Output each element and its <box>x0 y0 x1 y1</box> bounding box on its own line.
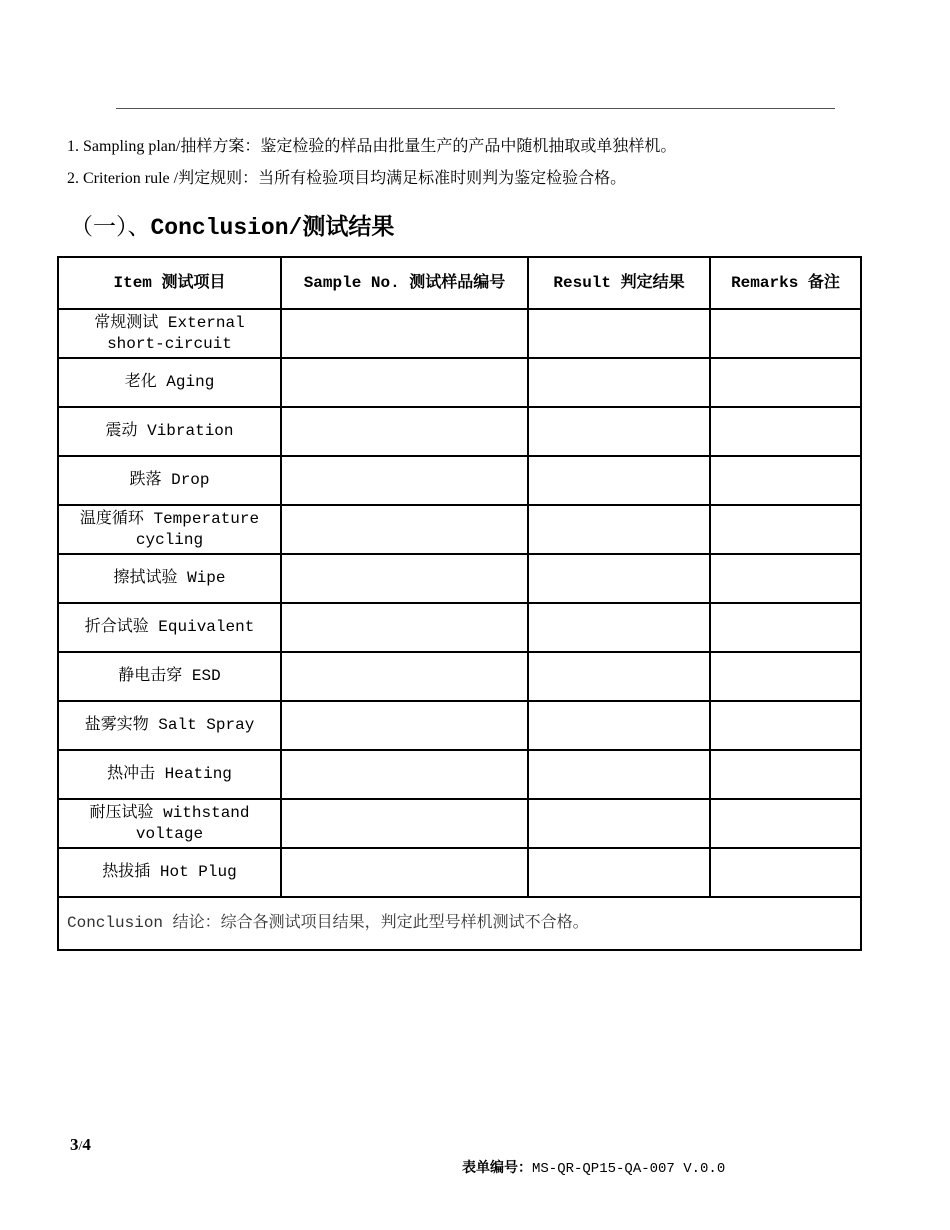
cell-item: 温度循环 Temperature cycling <box>58 505 281 554</box>
table-header-row <box>58 257 861 309</box>
cell-item: 热冲击 Heating <box>58 750 281 799</box>
cell-sample-no <box>281 309 528 358</box>
section-prefix: （一）、 <box>70 214 151 239</box>
header-item: Item 测试项目 <box>58 257 281 309</box>
cell-sample-no <box>281 505 528 554</box>
page-current: 3 <box>70 1135 79 1154</box>
cell-remarks <box>710 358 861 407</box>
cell-sample-no <box>281 652 528 701</box>
table-row <box>58 799 861 848</box>
cell-item: 擦拭试验 Wipe <box>58 554 281 603</box>
cell-sample-no <box>281 848 528 897</box>
cell-item: 盐雾实物 Salt Spray <box>58 701 281 750</box>
table-row <box>58 750 861 799</box>
cell-remarks <box>710 554 861 603</box>
cell-sample-no <box>281 407 528 456</box>
cell-item: 热拔插 Hot Plug <box>58 848 281 897</box>
cell-remarks <box>710 603 861 652</box>
header-rule <box>116 108 835 109</box>
cell-remarks <box>710 456 861 505</box>
cell-result <box>528 505 710 554</box>
cell-item: 震动 Vibration <box>58 407 281 456</box>
conclusion-row <box>58 897 861 950</box>
sampling-plan-text: 1. Sampling plan/抽样方案：鉴定检验的样品由批量生产的产品中随机抽取或单独样机。 <box>67 138 677 155</box>
cell-result <box>528 309 710 358</box>
table-row <box>58 848 861 897</box>
cell-result <box>528 358 710 407</box>
page-number <box>70 1135 91 1155</box>
cell-sample-no <box>281 456 528 505</box>
form-number-code: MS-QR-QP15-QA-007 V.0.0 <box>532 1161 726 1177</box>
table-row <box>58 554 861 603</box>
table-row <box>58 701 861 750</box>
cell-remarks <box>710 701 861 750</box>
cell-remarks <box>710 848 861 897</box>
cell-item: 静电击穿 ESD <box>58 652 281 701</box>
cell-remarks <box>710 750 861 799</box>
table-row <box>58 358 861 407</box>
cell-remarks <box>710 652 861 701</box>
cell-result <box>528 456 710 505</box>
cell-result <box>528 554 710 603</box>
header-remarks: Remarks 备注 <box>710 257 861 309</box>
cell-remarks <box>710 799 861 848</box>
cell-result <box>528 750 710 799</box>
cell-result <box>528 407 710 456</box>
table-row <box>58 407 861 456</box>
cell-item: 常规测试 External short-circuit <box>58 309 281 358</box>
conclusion-cell: Conclusion 结论：综合各测试项目结果，判定此型号样机测试不合格。 <box>58 897 861 950</box>
form-number-label: 表单编号： <box>462 1161 532 1177</box>
table-row <box>58 505 861 554</box>
cell-result <box>528 701 710 750</box>
section-title-text: Conclusion/测试结果 <box>150 215 395 241</box>
section-title <box>70 212 394 243</box>
cell-remarks <box>710 407 861 456</box>
cell-item: 老化 Aging <box>58 358 281 407</box>
cell-item: 跌落 Drop <box>58 456 281 505</box>
cell-sample-no <box>281 358 528 407</box>
header-result: Result 判定结果 <box>528 257 710 309</box>
cell-remarks <box>710 505 861 554</box>
table-row <box>58 309 861 358</box>
cell-sample-no <box>281 603 528 652</box>
cell-result <box>528 652 710 701</box>
criterion-rule-text: 2. Criterion rule /判定规则：当所有检验项目均满足标准时则判为鉴定检验合格。 <box>67 170 627 187</box>
table-body <box>58 309 861 897</box>
cell-sample-no <box>281 799 528 848</box>
cell-result <box>528 603 710 652</box>
cell-result <box>528 799 710 848</box>
cell-sample-no <box>281 750 528 799</box>
cell-remarks <box>710 309 861 358</box>
table-row <box>58 652 861 701</box>
cell-item: 折合试验 Equivalent <box>58 603 281 652</box>
cell-sample-no <box>281 554 528 603</box>
cell-item: 耐压试验 withstand voltage <box>58 799 281 848</box>
cell-sample-no <box>281 701 528 750</box>
test-result-table <box>57 256 862 951</box>
cell-result <box>528 848 710 897</box>
header-sample-no: Sample No. 测试样品编号 <box>281 257 528 309</box>
form-number <box>462 1157 725 1177</box>
table-row <box>58 603 861 652</box>
page-separator: / <box>78 1139 83 1154</box>
table-row <box>58 456 861 505</box>
page-total: 4 <box>82 1135 91 1154</box>
